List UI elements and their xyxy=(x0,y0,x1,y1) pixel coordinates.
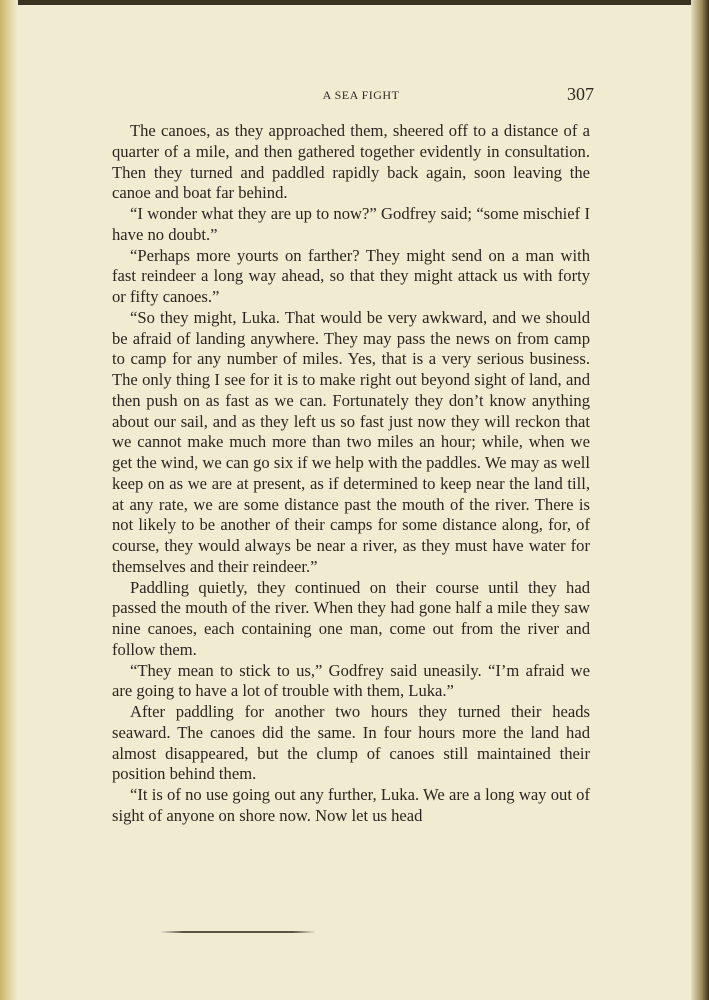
right-page-edge xyxy=(691,0,709,1000)
paragraph: “It is of no use going out any further, Luka. We are a long way out of sight of anyone on shore now. Now let us head xyxy=(112,785,590,825)
top-edge-shadow xyxy=(0,0,709,5)
page-number: 307 xyxy=(567,84,594,104)
paragraph: The canoes, as they approached them, sheered off to a distance of a quarter of a mile, and then gathered together evidently in consultation. Then they turned and paddled rapidly back again, soon leaving the canoe and boat far behind. xyxy=(112,121,590,203)
running-head: A SEA FIGHT xyxy=(322,88,400,102)
body-text xyxy=(112,121,590,827)
footer-rule xyxy=(160,931,316,933)
binding-edge xyxy=(0,0,18,1000)
paragraph: “So they might, Luka. That would be very awkward, and we should be afraid of landing anywhere. They may pass the news on from camp to camp for any number of miles. Yes, that is a very serious business. The only thing I see for it is to make right out beyond sight of land, and then push on as fast as we can. Fortunately they don’t know anything about our sail, and as they left us so fast just now they will reckon that we cannot make much more than two miles an hour; while, when we get the wind, we can go six if we help with the paddles. We may as well keep on as we are at present, as if determined to keep near the land till, at any rate, we are some distance past the mouth of the river. There is not likely to be another of their camps for some distance along, for, of course, they would always be near a river, as they must have water for themselves and their reindeer.” xyxy=(112,307,590,576)
paragraph: After paddling for another two hours they turned their heads seaward. The canoes did the same. In four hours more the land had almost disappeared, but the clump of canoes still maintained their position behind them. xyxy=(112,702,590,784)
paragraph: “They mean to stick to us,” Godfrey said uneasily. “I’m afraid we are going to have a lot of trouble with them, Luka.” xyxy=(112,660,590,701)
page-header xyxy=(128,84,594,108)
paragraph: “I wonder what they are up to now?” Godfrey said; “some mischief I have no doubt.” xyxy=(112,204,590,244)
paragraph: Paddling quietly, they continued on their course until they had passed the mouth of the river. When they had gone half a mile they saw nine canoes, each containing one man, come out from the river and follow them. xyxy=(112,577,590,659)
paragraph: “Perhaps more yourts on farther? They might send on a man with fast reindeer a long way ahead, so that they might attack us with forty or fifty canoes.” xyxy=(112,245,590,306)
